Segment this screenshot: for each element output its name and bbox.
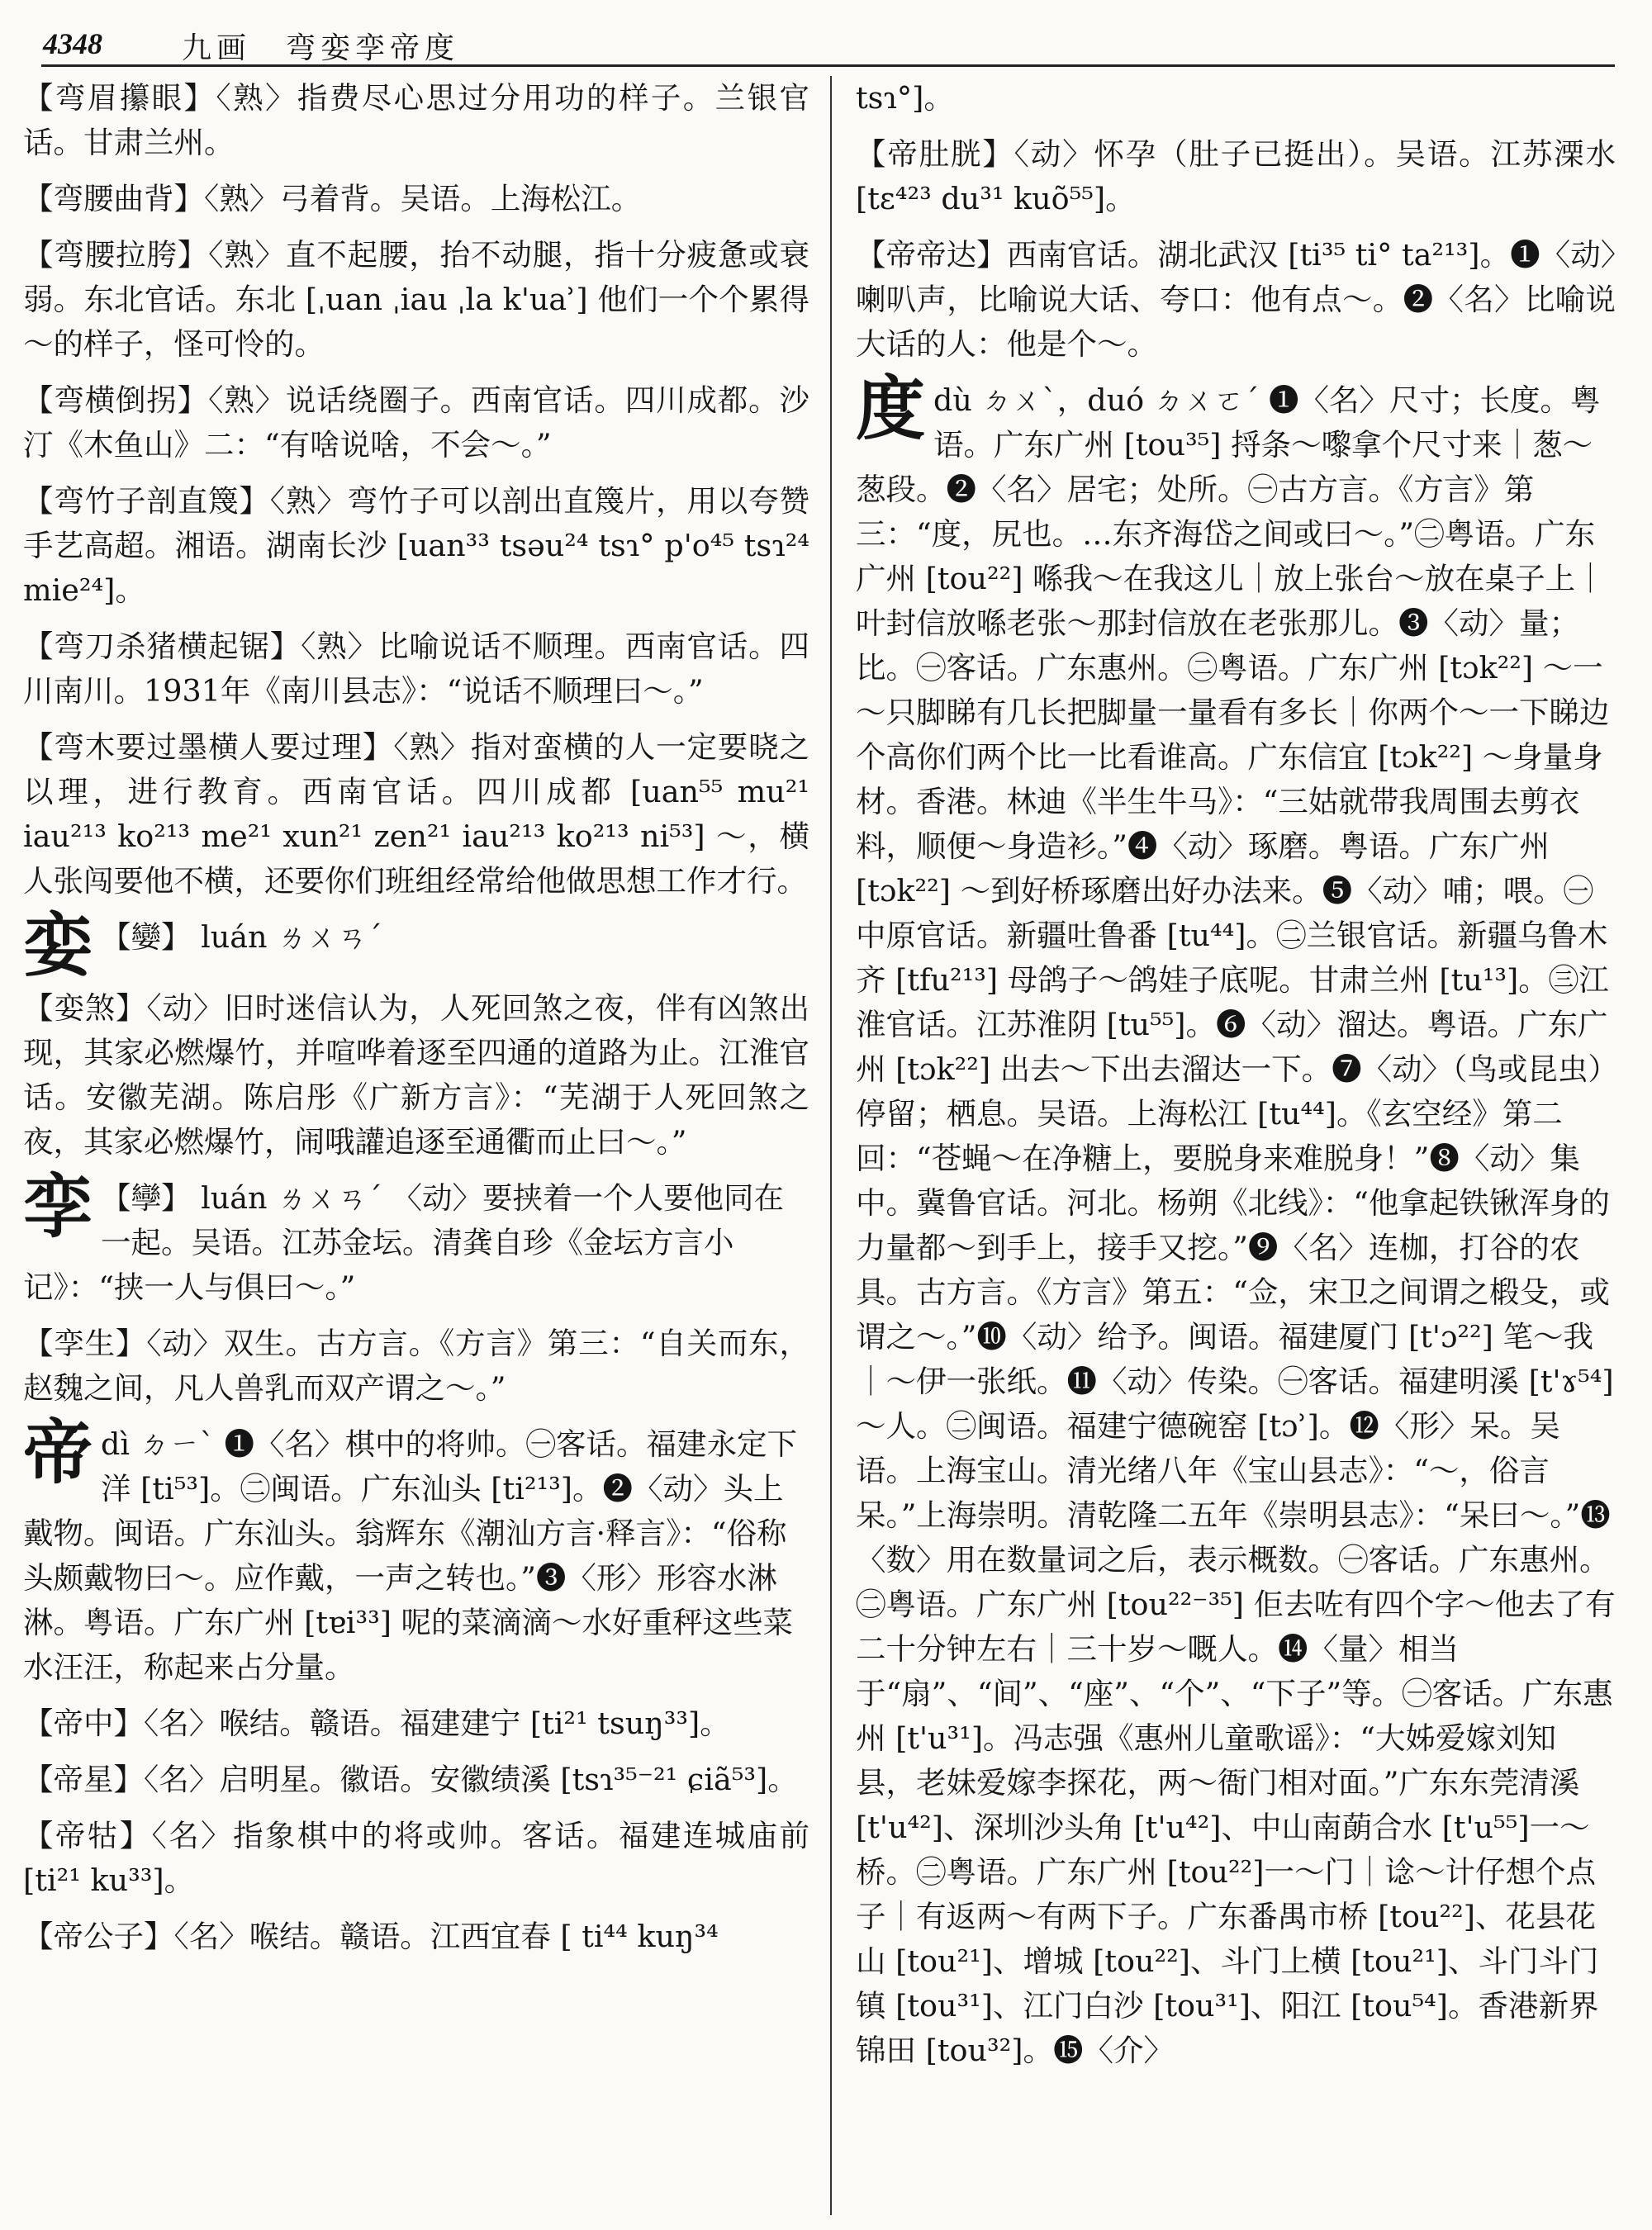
- entry: 【帝中】〈名〉喉结。赣语。福建建宁 [ti²¹ tsuŋ³³]。: [23, 1706, 730, 1741]
- entry: 【帝肚胱】〈动〉怀孕（肚子已挺出）。吴语。江苏溧水 [tɛ⁴²³ du³¹ kuõ⁵⁵]。: [856, 136, 1616, 216]
- head-character: 度: [856, 368, 926, 449]
- section-title: 九画 弯娈孪帝度: [182, 31, 460, 65]
- entry: 【帝帝达】西南官话。湖北武汉 [ti³⁵ ti° ta²¹³]。❶〈动〉喇叭声，比喻说大话、夸口：他有点～。❷〈名〉比喻说大话的人：他是个～。: [856, 237, 1616, 362]
- continued-text: tsɿ°]。: [856, 80, 954, 116]
- entry: 【弯腰拉胯】〈熟〉直不起腰，抬不动腿，指十分疲惫或衰弱。东北官话。东北 [ˌuan ˌiau ˌla k'uaʾ] 他们一个个累得～的样子，怪可怜的。: [23, 237, 809, 362]
- head-character: 娈: [23, 904, 93, 986]
- head-definition: 【孌】 luán ㄌㄨㄢˊ: [101, 919, 382, 955]
- entry: 【孪生】〈动〉双生。古方言。《方言》第三：“自关而东，赵魏之间，凡人兽乳而双产谓之～。”: [23, 1326, 809, 1406]
- entry: 【弯腰曲背】〈熟〉弓着背。吴语。上海松江。: [23, 181, 642, 216]
- head-definition: dù ㄉㄨˋ，duó ㄉㄨㄛˊ ❶〈名〉尺寸；长度。粤语。广东广州 [tou³⁵] 捋条～嚟拿个尺寸来｜葱～葱段。❷〈名〉居宅；处所。㊀古方言。《方言》第三：“度，尻也。…东齐海岱之间或曰～。”㊁粤语。广东广州 [tou²²] 喺我～在我这儿｜放上张台～放在桌子上｜叶封信放喺老张～那封信放在老张那儿。❸〈动〉量；比。㊀客话。广东惠州。㊁粤语。广东广州 [tɔk²²] ～一～只脚睇有几长把脚量一量看有多长｜你两个～一下睇边个高你们两个比一比看谁高。广东信宜 [tɔk²²] ～身量身材。香港。林迪《半生牛马》：“三姑就带我周围去剪衣料，顺便～身造衫。”❹〈动〉琢磨。粤语。广东广州 [tɔk²²] ～到好桥琢磨出好办法来。❺〈动〉哺；喂。㊀中原官话。新疆吐鲁番 [tu⁴⁴]。㊁兰银官话。新疆乌鲁木齐 [tfu²¹³] 母鸽子～鸽娃子底呢。甘肃兰州 [tu¹³]。㊂江淮官话。江苏淮阴 [tu⁵⁵]。❻〈动〉溜达。粤语。广东广州 [tɔk²²] 出去～下出去溜达一下。❼〈动〉（鸟或昆虫）停留；栖息。吴语。上海松江 [tu⁴⁴]。《玄空经》第二回：“苍蝇～在净糖上，要脱身来难脱身！”❽〈动〉集中。冀鲁官话。河北。杨朔《北线》：“他拿起铁锹浑身的力量都～到手上，接手又挖。”❾〈名〉连枷，打谷的农具。古方言。《方言》第五：“佥，宋卫之间谓之椴殳，或谓之～。”❿〈动〉给予。闽语。福建厦门 [t'ɔ²²] 笔～我｜～伊一张纸。⓫〈动〉传染。㊀客话。福建明溪 [t'ɤ⁵⁴]～人。㊁闽语。福建宁德碗窑 [tɔʾ]。⓬〈形〉呆。吴语。上海宝山。清光绪八年《宝山县志》：“～，俗言呆。”上海崇明。清乾隆二五年《崇明县志》：“呆曰～。”⓭〈数〉用在数量词之后，表示概数。㊀客话。广东惠州。㊁粤语。广东广州 [tou²²⁻³⁵] 佢去咗有四个字～他去了有二十分钟左右｜三十岁～嘅人。⓮〈量〉相当于“扇”、“间”、“座”、“个”、“下子”等。㊀客话。广东惠州 [t'u³¹]。冯志强《惠州儿童歌谣》：“大姊爱嫁刘知县，老妹爱嫁李探花，两～衙门相对面。”广东东莞清溪 [t'u⁴²]、深圳沙头角 [t'u⁴²]、中山南蓢合水 [t'u⁵⁵]一～桥。㊁粤语。广东广州 [tou²²]一～门｜谂～计仔想个点子｜有返两～有两下子。广东番禺市桥 [tou²²]、花县花山 [tou²¹]、增城 [tou²²]、斗门上横 [tou²¹]、斗门斗门镇 [tou³¹]、江门白沙 [tou³¹]、阳江 [tou⁵⁴]。香港新界锦田 [tou³²]。⓯〈介〉: [856, 382, 1616, 2068]
- page-number: 4348: [43, 27, 102, 60]
- head-character-entry: [856, 368, 1616, 2073]
- right-column: [856, 76, 1616, 2211]
- head-definition: 【孿】 luán ㄌㄨㄢˊ 〈动〉要挟着一个人要他同在一起。吴语。江苏金坛。清龚自珍《金坛方言小记》：“挟一人与俱曰～。”: [23, 1180, 785, 1305]
- entry: 【弯刀杀猪横起锯】〈熟〉比喻说话不顺理。西南官话。四川南川。1931年《南川县志》：“说话不顺理曰～。”: [23, 629, 809, 709]
- head-character: 孪: [23, 1165, 93, 1247]
- entry: 【弯木要过墨横人要过理】〈熟〉指对蛮横的人一定要晓之以理，进行教育。西南官话。四川成都 [uan⁵⁵ mu²¹ iau²¹³ ko²¹³ me²¹ xun²¹ zen²¹ iau²¹³ ko²¹³ ni⁵³] ～，横人张闯要他不横，还要你们班组经常给他做思想工作才行。: [23, 729, 809, 899]
- head-definition: dì ㄉㄧˋ ❶〈名〉棋中的将帅。㊀客话。福建永定下洋 [ti⁵³]。㊁闽语。广东汕头 [ti²¹³]。❷〈动〉头上戴物。闽语。广东汕头。翁辉东《潮汕方言·释言》：“俗称头颇戴物曰～。应作戴，一声之转也。”❸〈形〉形容水淋淋。粤语。广东广州 [tɐi³³] 呢的菜滴滴～水好重秤这些菜水汪汪，称起来占分量。: [23, 1426, 798, 1685]
- entry: 【弯眉攥眼】〈熟〉指费尽心思过分用功的样子。兰银官话。甘肃兰州。: [23, 80, 809, 160]
- left-column: [23, 76, 809, 2211]
- entry: 【帝牯】〈名〉指象棋中的将或帅。客话。福建连城庙前 [ti²¹ ku³³]。: [23, 1818, 809, 1898]
- entry: 【弯横倒拐】〈熟〉说话绕圈子。西南官话。四川成都。沙汀《木鱼山》二：“有啥说啥，不会～。”: [23, 382, 809, 463]
- head-character-entry: [23, 904, 809, 986]
- entry: 【弯竹子剖直篾】〈熟〉弯竹子可以剖出直篾片，用以夸赞手艺高超。湘语。湖南长沙 [uan³³ tsəu²⁴ tsɿ° p'o⁴⁵ tsɿ²⁴ mie²⁴]。: [23, 483, 809, 608]
- head-character-entry: [23, 1412, 809, 1690]
- column-divider: [830, 76, 832, 2215]
- entry: 【帝公子】〈名〉喉结。赣语。江西宜春 [ ti⁴⁴ kuŋ³⁴: [23, 1919, 719, 1954]
- entry: 【娈煞】〈动〉旧时迷信认为，人死回煞之夜，伴有凶煞出现，其家必燃爆竹，并喧哗着逐至四通的道路为止。江淮官话。安徽芜湖。陈启彤《广新方言》：“芜湖于人死回煞之夜，其家必燃爆竹，闹哦讙追逐至通衢而止曰～。”: [23, 990, 809, 1160]
- head-character: 帝: [23, 1412, 93, 1493]
- head-character-entry: [23, 1165, 809, 1310]
- page-header: [41, 21, 1615, 67]
- entry: 【帝星】〈名〉启明星。徽语。安徽绩溪 [tsɿ³⁵⁻²¹ ɕiã⁵³]。: [23, 1762, 798, 1797]
